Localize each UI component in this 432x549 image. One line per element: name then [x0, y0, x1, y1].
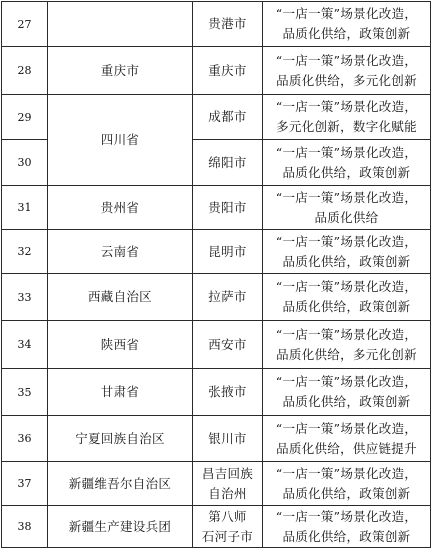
city-line: 成都市 [208, 109, 247, 124]
policy-line: “一店一策”场景化改造， [275, 279, 418, 294]
policy-line: 品质化供给，政策创新 [282, 253, 411, 269]
table-row [2, 2, 431, 47]
policy-line: “一店一策”场景化改造， [275, 99, 418, 114]
policy-line: “一店一策”场景化改造， [275, 6, 418, 21]
province-cell: 新疆生产建设兵团 [48, 506, 193, 548]
table-row [2, 369, 431, 416]
city-cell [193, 416, 263, 462]
table-row [2, 230, 431, 274]
policy-line: 品质化供给，政策创新 [282, 26, 411, 41]
policy-cell [263, 321, 431, 369]
city-line: 张掖市 [208, 384, 247, 399]
table-row [2, 462, 431, 506]
province-cell: 贵州省 [48, 186, 193, 230]
policy-cell [263, 506, 431, 548]
policy-line: “一店一策”场景化改造， [275, 465, 418, 481]
province-cell: 西藏自治区 [48, 274, 193, 321]
row-number: 28 [2, 47, 48, 95]
policy-line: 品质化供给，多元化创新 [276, 72, 417, 88]
city-line: 西安市 [208, 336, 247, 352]
city-line: 第八师 [208, 508, 247, 524]
policy-cell [263, 230, 431, 274]
policy-line: “一店一策”场景化改造， [275, 420, 418, 436]
row-number: 33 [2, 274, 48, 321]
province-cell: 四川省 [48, 95, 193, 186]
row-number: 37 [2, 462, 48, 506]
city-line: 绵阳市 [208, 154, 247, 170]
policy-cell [263, 462, 431, 506]
city-cell [193, 230, 263, 274]
policy-line: 多元化创新，数字化赋能 [276, 119, 417, 134]
province-cell: 陕西省 [48, 321, 193, 369]
policy-line: 品质化供给，政策创新 [282, 164, 411, 180]
policy-line: 品质化供给，多元化创新 [276, 346, 417, 362]
city-line: 自治州 [208, 485, 247, 501]
province-cell: 云南省 [48, 230, 193, 274]
policy-cell [263, 369, 431, 416]
policy-line: “一店一策”场景化改造， [275, 508, 418, 524]
row-number: 35 [2, 369, 48, 416]
city-line: 重庆市 [208, 62, 247, 78]
row-number: 32 [2, 230, 48, 274]
table-row [2, 416, 431, 462]
table-row [2, 321, 431, 369]
province-cell [48, 2, 193, 47]
row-number: 29 [2, 95, 48, 140]
policy-cell [263, 416, 431, 462]
city-line: 昆明市 [208, 243, 247, 259]
city-line: 拉萨市 [208, 289, 247, 304]
city-line: 贵港市 [208, 16, 247, 31]
province-cell: 宁夏回族自治区 [48, 416, 193, 462]
city-cell [193, 369, 263, 416]
row-number: 27 [2, 2, 48, 47]
city-cell [193, 140, 263, 186]
province-cell: 重庆市 [48, 47, 193, 95]
pilot-cities-table [1, 1, 431, 548]
policy-line: 品质化供给，供应链提升 [276, 440, 417, 456]
table-row [2, 274, 431, 321]
policy-line: “一店一策”场景化改造， [275, 144, 418, 160]
policy-cell [263, 186, 431, 230]
policy-cell [263, 47, 431, 95]
table-row [2, 186, 431, 230]
city-cell [193, 274, 263, 321]
policy-line: “一店一策”场景化改造， [275, 374, 418, 389]
policy-line: 品质化供给，政策创新 [282, 528, 411, 544]
row-number: 30 [2, 140, 48, 186]
row-number: 38 [2, 506, 48, 548]
policy-line: “一店一策”场景化改造， [275, 189, 418, 205]
row-number: 36 [2, 416, 48, 462]
policy-line: 品质化供给 [314, 209, 379, 225]
city-cell [193, 462, 263, 506]
table-row [2, 47, 431, 95]
policy-line: “一店一策”场景化改造， [275, 233, 418, 249]
policy-cell [263, 2, 431, 47]
policy-cell [263, 274, 431, 321]
province-cell: 甘肃省 [48, 369, 193, 416]
policy-line: “一店一策”场景化改造， [275, 52, 418, 68]
city-cell [193, 95, 263, 140]
policy-line: “一店一策”场景化改造， [275, 326, 418, 342]
city-line: 银川市 [208, 430, 247, 446]
province-cell: 新疆维吾尔自治区 [48, 462, 193, 506]
city-line: 石河子市 [201, 528, 254, 544]
table-row [2, 95, 431, 140]
row-number: 31 [2, 186, 48, 230]
city-line: 贵阳市 [208, 199, 247, 215]
city-line: 昌吉回族 [201, 465, 254, 481]
policy-line: 品质化供给，政策创新 [282, 394, 411, 409]
policy-line: 品质化供给，政策创新 [282, 299, 411, 314]
row-number: 34 [2, 321, 48, 369]
city-cell [193, 47, 263, 95]
city-cell [193, 186, 263, 230]
city-cell [193, 2, 263, 47]
table-row [2, 506, 431, 548]
policy-cell [263, 140, 431, 186]
policy-line: 品质化供给，政策创新 [282, 485, 411, 501]
city-cell [193, 506, 263, 548]
city-cell [193, 321, 263, 369]
policy-cell [263, 95, 431, 140]
